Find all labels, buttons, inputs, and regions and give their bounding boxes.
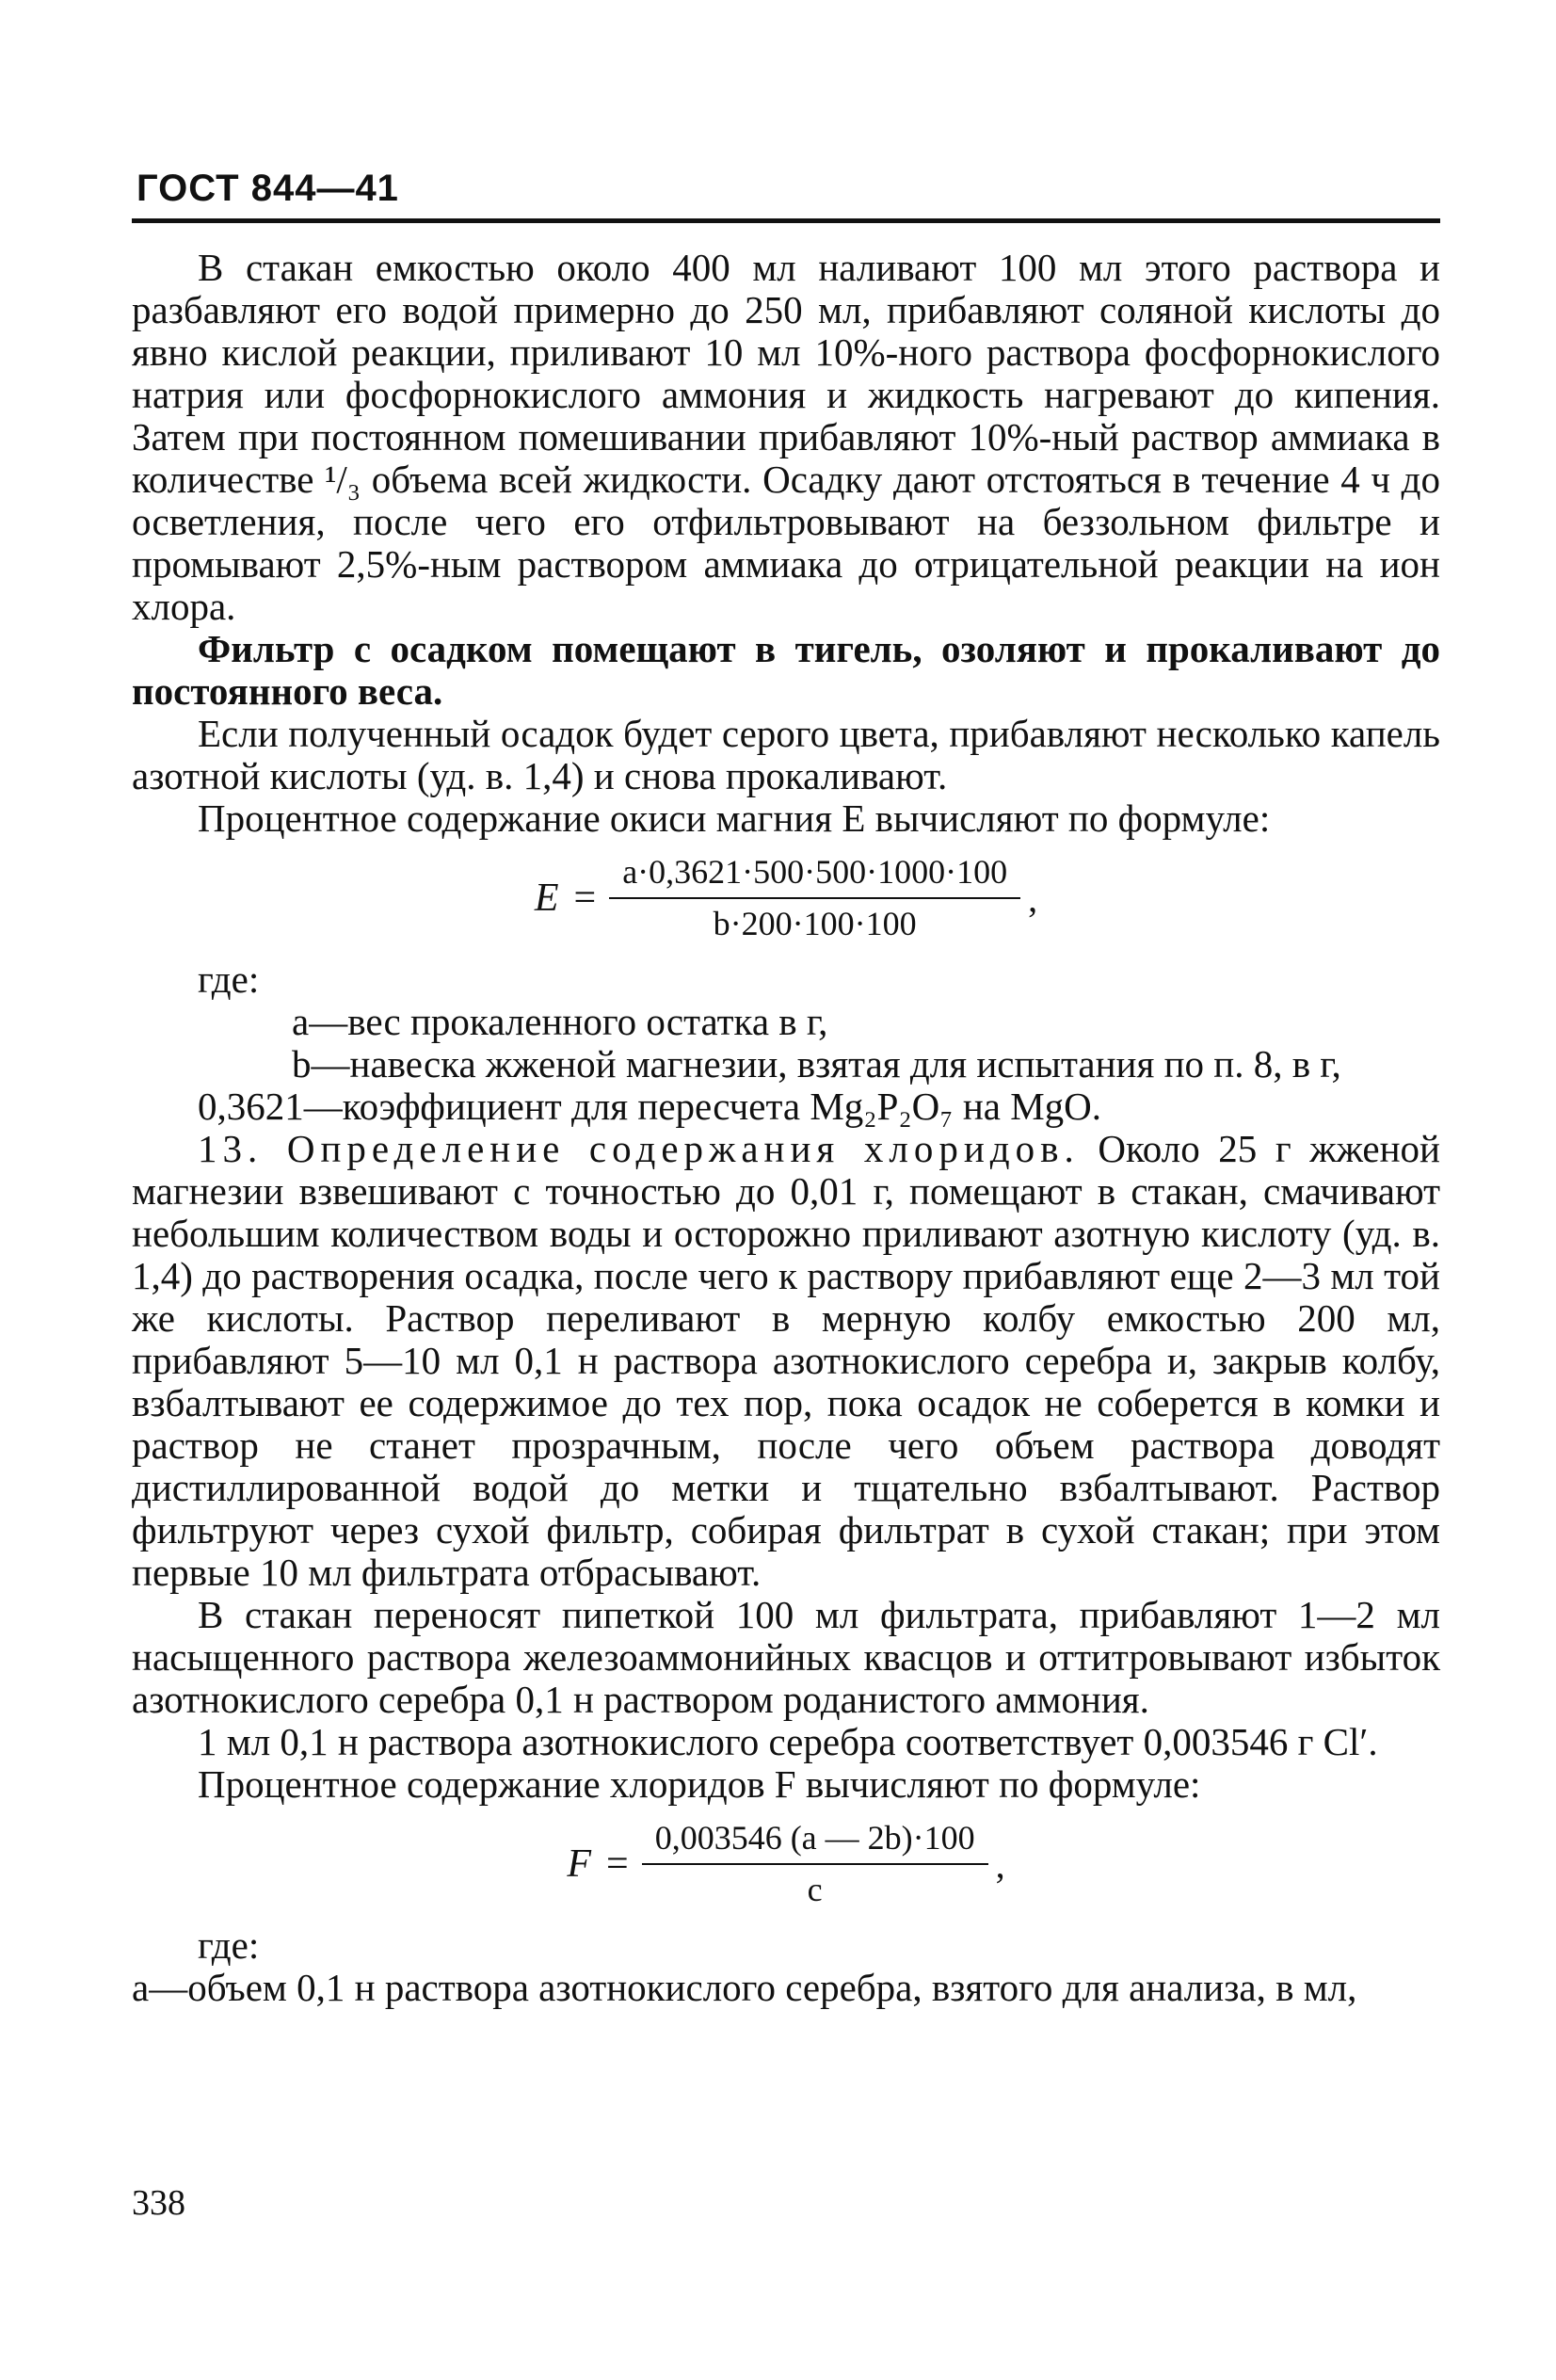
definition-a: a—вес прокаленного остатка в г, <box>292 1000 828 1043</box>
formula-1-denominator: b·200·100·100 <box>713 905 917 942</box>
paragraph-1: В стакан емкостью около 400 мл наливают 100 мл этого раствора и разбавляют его водой примерно до 250 мл, прибавляют соляной кислоты до явно кислой реакции, приливают 10 мл 10%-ного раствора фосфорнокислого натрия или фосфорнокислого аммония и жидкость нагревают до кипения. Затем при постоянном помешивании прибавляют 10%-ный раствор аммиака в количестве ¹/₃ объема всей жидкости. Осадку дают отстояться в течение 4 ч до осветления, после чего его отфильтровывают на беззольном фильтре и промывают 2,5%-ным раствором аммиака до отрицательной реакции на ион хлора. <box>132 246 1440 628</box>
formula-1-numerator: a·0,3621·500·500·1000·100 <box>609 851 1020 899</box>
formula-1-comma: , <box>1028 876 1038 920</box>
header-rule <box>132 218 1440 223</box>
page-header: ГОСТ 844—41 <box>136 168 399 209</box>
formula-1-equals: = <box>573 876 597 920</box>
paragraph-4: Процентное содержание окиси магния E вычисляют по формуле: <box>198 796 1271 840</box>
formula-2-lhs: F <box>567 1841 591 1886</box>
formula-chlorides <box>132 1817 1440 1911</box>
paragraph-7: 1 мл 0,1 н раствора азотнокислого серебра соответствует 0,003546 г Cl′. <box>198 1720 1378 1763</box>
document-body <box>132 247 1440 2009</box>
formula-2-comma: , <box>995 1842 1005 1886</box>
where-label-1: где: <box>198 957 260 1001</box>
formula-2-fraction <box>642 1817 988 1911</box>
formula-2-numerator: 0,003546 (a — 2b)·100 <box>642 1817 988 1865</box>
definition-b: b—навеска жженой магнезии, взятая для испытания по п. 8, в г, <box>292 1042 1341 1085</box>
section-13-text: Около 25 г жженой магнезии взвешивают с точностью до 0,01 г, помещают в стакан, смачивают небольшим количеством воды и осторожно приливают азотную кислоту (уд. в. 1,4) до растворения осадка, после чего к раствору прибавляют еще 2—3 мл той же кислоты. Раствор переливают в мерную колбу емкостью 200 мл, прибавляют 5—10 мл 0,1 н раствора азотнокислого серебра и, закрыв колбу, взбалтывают ее содержимое до тех пор, пока осадок не соберется в комки и раствор не станет прозрачным, после чего объем раствора доводят дистиллированной водой до метки и тщательно взбалтывают. Раствор фильтруют через сухой фильтр, собирая фильтрат в сухой стакан; при этом первые 10 мл фильтрата отбрасывают. <box>132 1127 1440 1594</box>
definition-a-volume: a—объем 0,1 н раствора азотнокислого серебра, взятого для анализа, в мл, <box>132 1966 1357 2009</box>
paragraph-6: В стакан переносят пипеткой 100 мл фильтрата, прибавляют 1—2 мл насыщенного раствора железоаммонийных квасцов и оттитровывают избыток азотнокислого серебра 0,1 н раствором роданистого аммония. <box>132 1593 1440 1721</box>
definition-coefficient: 0,3621—коэффициент для пересчета Mg₂P₂O₇ на MgO. <box>198 1085 1102 1128</box>
section-13-heading: 13. Определение содержания хлоридов. <box>198 1127 1080 1170</box>
paragraph-2: Фильтр с осадком помещают в тигель, озоляют и прокаливают до постоянного веса. <box>132 627 1440 713</box>
paragraph-8: Процентное содержание хлоридов F вычисляют по формуле: <box>198 1762 1201 1806</box>
paragraph-3: Если полученный осадок будет серого цвета, прибавляют несколько капель азотной кислоты (уд. в. 1,4) и снова прокаливают. <box>132 712 1440 797</box>
page-number: 338 <box>132 2183 185 2223</box>
formula-magnesium-oxide <box>132 851 1440 945</box>
section-13 <box>132 1128 1440 1594</box>
formula-2-denominator: c <box>807 1871 823 1908</box>
formula-1-lhs: E <box>534 876 559 920</box>
formula-2-equals: = <box>606 1841 629 1886</box>
where-label-2: где: <box>198 1923 260 1967</box>
formula-1-fraction <box>609 851 1020 945</box>
